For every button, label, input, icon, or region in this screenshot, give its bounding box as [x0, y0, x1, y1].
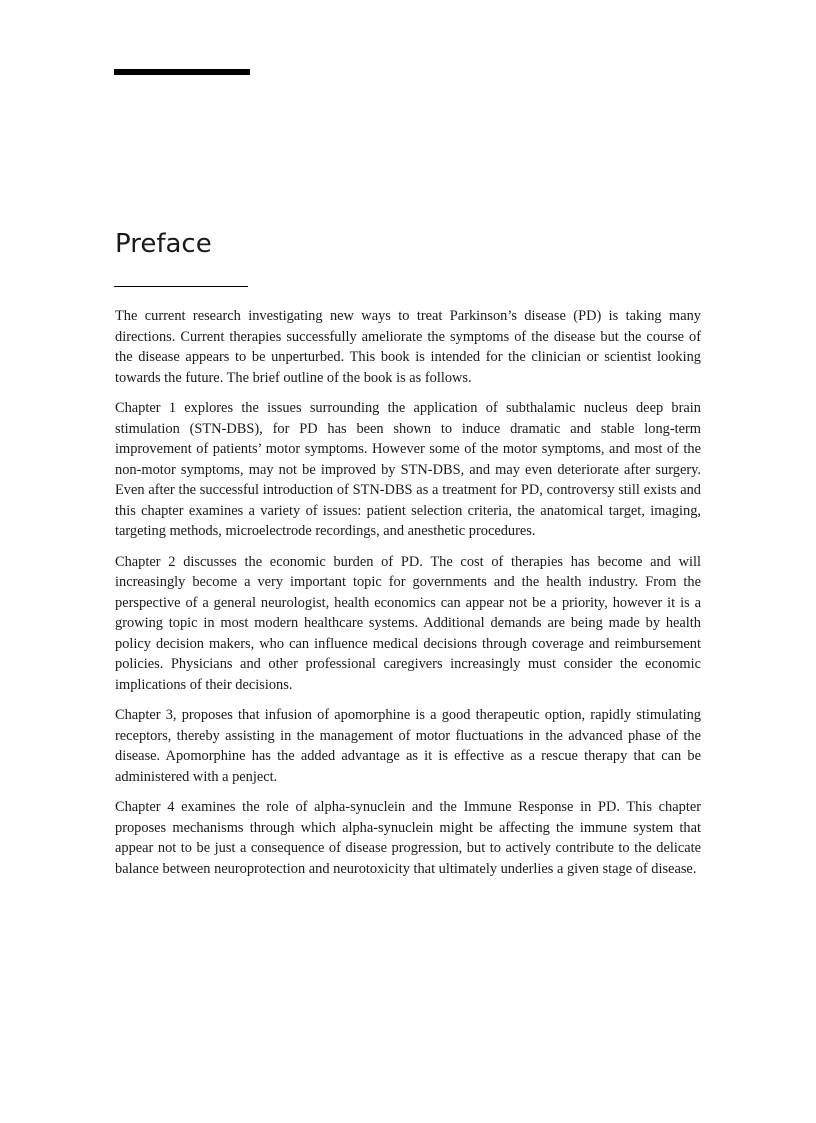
preface-body [115, 306, 701, 889]
title-underline-rule [114, 286, 248, 287]
page-title: Preface [115, 229, 212, 259]
paragraph-chapter-4: Chapter 4 examines the role of alpha-synuclein and the Immune Response in PD. This chapter proposes mechanisms through which alpha-synuclein might be affecting the immune system that appear not to be just a consequence of disease progression, but to actively contribute to the delicate balance between neuroprotection and neurotoxicity that ultimately underlies a given stage of disease. [115, 799, 701, 877]
paragraph-intro: The current research investigating new ways to treat Parkinson’s disease (PD) is taking many directions. Current therapies successfully ameliorate the symptoms of the disease but the course of the disease appears to be unperturbed. This book is intended for the clinician or scientist looking towards the future. The brief outline of the book is as follows. [115, 308, 701, 386]
decorative-top-bar [114, 69, 250, 75]
paragraph-chapter-1: Chapter 1 explores the issues surrounding the application of subthalamic nucleus deep brain stimulation (STN-DBS), for PD has been shown to induce dramatic and stable long-term improvement of patients’ motor symptoms. However some of the motor symptoms, and most of the non-motor symptoms, may not be improved by STN-DBS, and may even deteriorate after surgery. Even after the successful introduction of STN-DBS as a treatment for PD, controversy still exists and this chapter examines a variety of issues: patient selection criteria, the anatomical target, imaging, targeting methods, microelectrode recordings, and anesthetic procedures. [115, 400, 701, 539]
paragraph-chapter-2: Chapter 2 discusses the economic burden of PD. The cost of therapies has become and will increasingly become a very important topic for governments and the health industry. From the perspective of a general neurologist, health economics can appear not be a priority, however it is a growing topic in most modern healthcare systems. Additional demands are being made by health policy decision makers, who can influence medical decisions through coverage and reimbursement policies. Physicians and other professional caregivers increasingly must consider the economic implications of their decisions. [115, 553, 701, 693]
paragraph-chapter-3: Chapter 3, proposes that infusion of apomorphine is a good therapeutic option, rapidly stimulating receptors, thereby assisting in the management of motor fluctuations in the advanced phase of the disease. Apomorphine has the added advantage as it is effective as a rescue therapy that can be administered with a penject. [115, 707, 701, 785]
